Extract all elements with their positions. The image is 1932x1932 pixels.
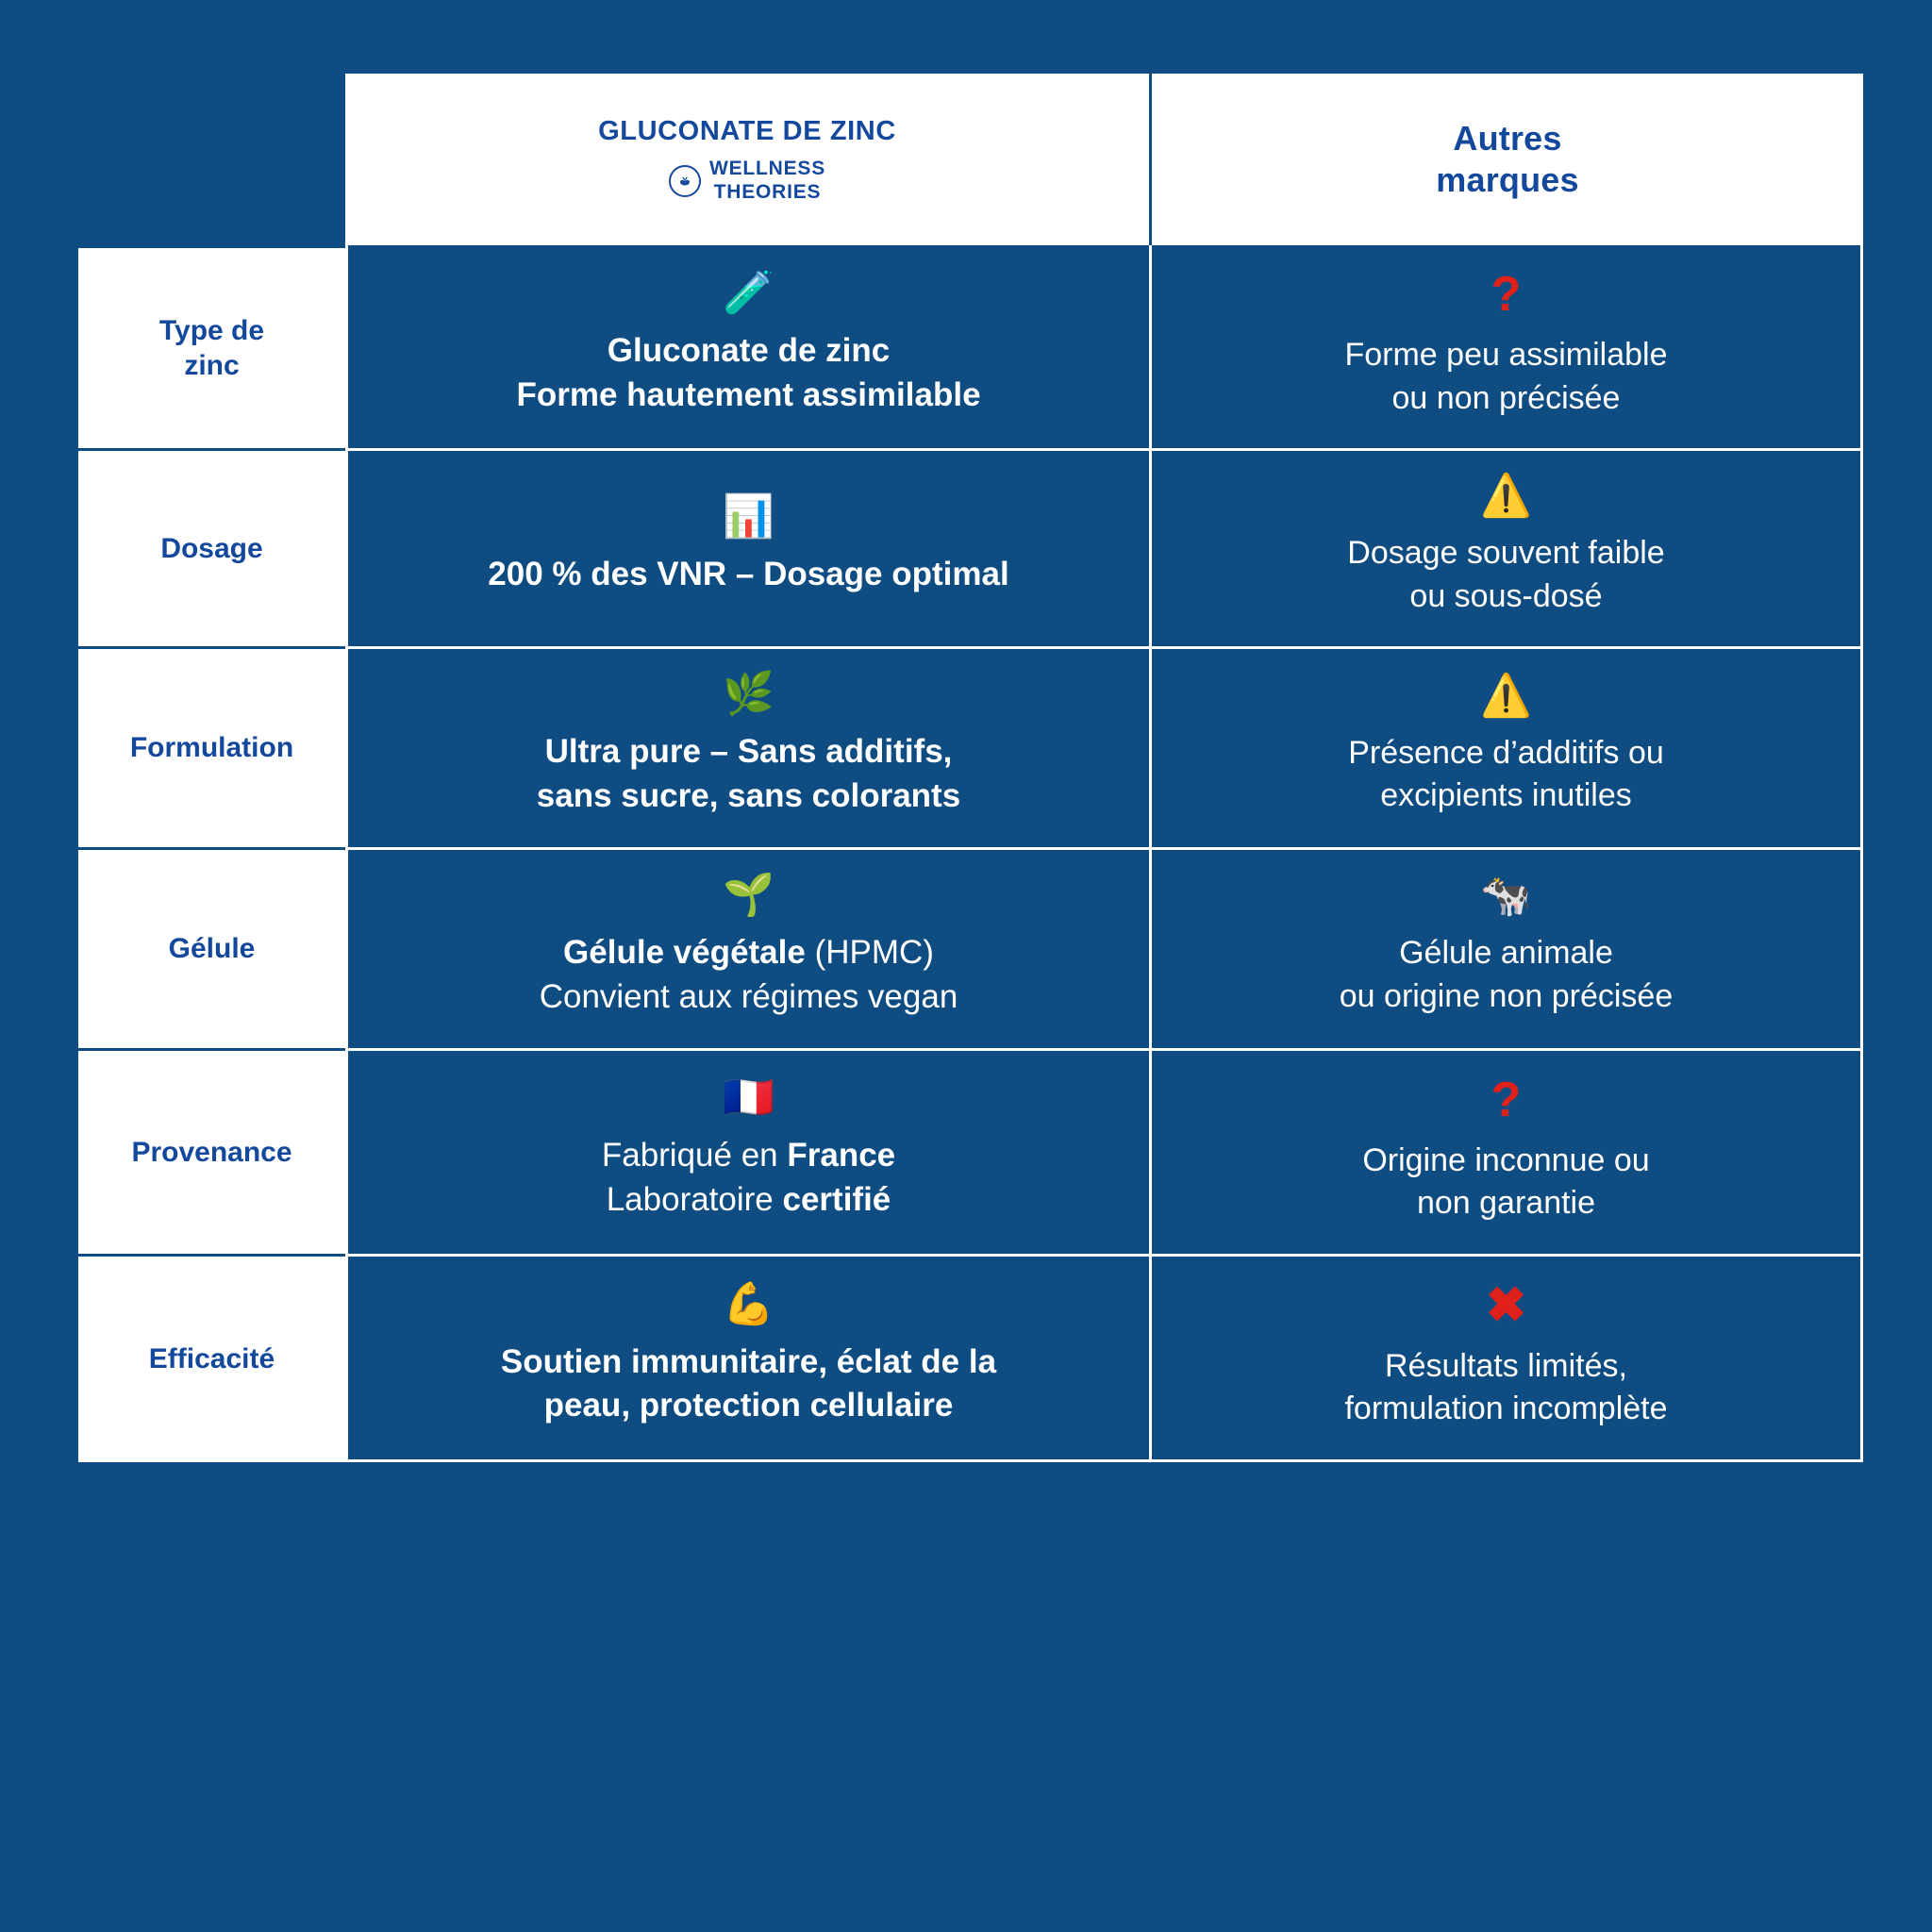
- cell-text-line-2-pre: Laboratoire: [606, 1181, 783, 1219]
- cell-text-line-1-pre: Fabriqué en: [601, 1137, 788, 1174]
- cell-text-line-1-bold: France: [787, 1137, 896, 1174]
- cell-other-provenance: [1152, 1048, 1863, 1254]
- cell-other-text: [1184, 732, 1828, 818]
- header-other-line-2: marques: [1436, 160, 1579, 199]
- bar-chart-icon: 📊: [723, 493, 774, 541]
- header-main-title: GLUCONATE DE ZINC: [598, 116, 896, 147]
- cell-text-line-2: peau, protection cellulaire: [543, 1387, 954, 1424]
- table-row: [78, 245, 1863, 448]
- france-flag-icon: 🇫🇷: [723, 1074, 774, 1122]
- cell-text-line-1: Présence d’additifs ou: [1348, 734, 1664, 771]
- row-label-efficacite: Efficacité: [78, 1254, 345, 1462]
- seedling-icon: 🌱: [723, 871, 774, 918]
- table-row: [78, 1254, 1863, 1462]
- row-label-gelule: Gélule: [78, 847, 345, 1048]
- cell-main-gelule: [345, 847, 1152, 1048]
- cell-main-text: [380, 329, 1117, 418]
- cell-text-line-1: 200 % des VNR – Dosage optimal: [488, 556, 1009, 593]
- cell-other-text: [1184, 334, 1828, 420]
- test-tube-icon: 🧪: [723, 269, 774, 316]
- brand-lockup: [364, 158, 1130, 205]
- cell-other-text: [1184, 532, 1828, 618]
- cell-main-text: [380, 730, 1117, 819]
- cell-text-line-1: Gluconate de zinc: [607, 331, 891, 369]
- cell-other-type-de-zinc: [1152, 245, 1863, 448]
- row-label-provenance: Provenance: [78, 1048, 345, 1254]
- cell-text-line-2: excipients inutiles: [1380, 777, 1632, 814]
- question-mark-icon: ?: [1491, 1072, 1522, 1127]
- cell-other-efficacite: [1152, 1254, 1863, 1462]
- brand-line-2: THEORIES: [713, 181, 822, 204]
- header-other-line-1: Autres: [1453, 119, 1562, 158]
- cell-text-line-1-bold: Gélule végétale: [563, 933, 806, 971]
- brand-line-1: WELLNESS: [708, 158, 826, 180]
- flexed-biceps-icon: 💪: [723, 1280, 774, 1327]
- cell-text-line-1-rest: (HPMC): [805, 933, 934, 971]
- header-main-column: [345, 74, 1152, 245]
- cell-other-formulation: [1152, 646, 1863, 847]
- cell-text-line-2: ou non précisée: [1391, 379, 1621, 416]
- table-row: [78, 847, 1863, 1048]
- cow-icon: 🐄: [1480, 873, 1532, 920]
- table-header-row: [78, 74, 1863, 245]
- comparison-table: [78, 74, 1863, 1462]
- table-row: [78, 646, 1863, 847]
- herb-icon: 🌿: [723, 671, 774, 718]
- cell-main-dosage: [345, 448, 1152, 646]
- cell-text-line-2: Forme hautement assimilable: [516, 375, 981, 413]
- warning-triangle-icon: ⚠️: [1480, 473, 1532, 520]
- cell-main-text: [380, 931, 1117, 1020]
- cell-text-line-1: Dosage souvent faible: [1347, 535, 1665, 572]
- cell-text-line-1: Soutien immunitaire, éclat de la: [500, 1342, 997, 1380]
- question-mark-icon: ?: [1491, 267, 1522, 322]
- cross-mark-icon: ✖: [1485, 1277, 1527, 1333]
- header-other-column: [1152, 74, 1863, 245]
- row-label-dosage: Dosage: [78, 448, 345, 646]
- cell-main-text: [380, 1134, 1117, 1223]
- brand-name: [709, 158, 825, 205]
- cell-main-provenance: [345, 1048, 1152, 1254]
- cell-main-text: [380, 1341, 1117, 1429]
- cell-text-line-2: ou origine non précisée: [1339, 977, 1674, 1014]
- cell-other-text: [1184, 932, 1828, 1018]
- table-row: [78, 448, 1863, 646]
- header-empty-cell: [78, 74, 345, 245]
- cell-main-formulation: [345, 646, 1152, 847]
- cell-main-text: [380, 553, 1117, 597]
- cell-text-line-2: Convient aux régimes vegan: [539, 977, 958, 1015]
- row-label-type-de-zinc: [78, 245, 345, 448]
- cell-other-text: [1184, 1345, 1828, 1431]
- cell-text-line-2: non garantie: [1416, 1185, 1596, 1222]
- cell-text-line-1: Forme peu assimilable: [1344, 337, 1668, 373]
- table-row: [78, 1048, 1863, 1254]
- cell-text-line-2-bold: certifié: [782, 1181, 891, 1219]
- header-other-title: [1171, 118, 1844, 201]
- leaf-circle-logo-icon: [669, 165, 701, 197]
- row-label-line-2: zinc: [184, 350, 240, 382]
- cell-text-line-1: Résultats limités,: [1385, 1347, 1627, 1384]
- cell-text-line-1: Origine inconnue ou: [1362, 1141, 1650, 1178]
- cell-other-dosage: [1152, 448, 1863, 646]
- cell-other-gelule: [1152, 847, 1863, 1048]
- cell-text-line-2: formulation incomplète: [1344, 1391, 1668, 1427]
- cell-text-line-1: Ultra pure – Sans additifs,: [544, 733, 953, 771]
- warning-triangle-icon: ⚠️: [1480, 672, 1532, 719]
- row-label-formulation: Formulation: [78, 646, 345, 847]
- row-label-line-1: Type de: [158, 314, 265, 346]
- cell-main-efficacite: [345, 1254, 1152, 1462]
- cell-text-line-2: ou sous-dosé: [1409, 577, 1603, 614]
- cell-text-line-1: Gélule animale: [1399, 935, 1613, 972]
- cell-text-line-2: sans sucre, sans colorants: [536, 777, 961, 815]
- cell-main-type-de-zinc: [345, 245, 1152, 448]
- cell-other-text: [1184, 1140, 1828, 1225]
